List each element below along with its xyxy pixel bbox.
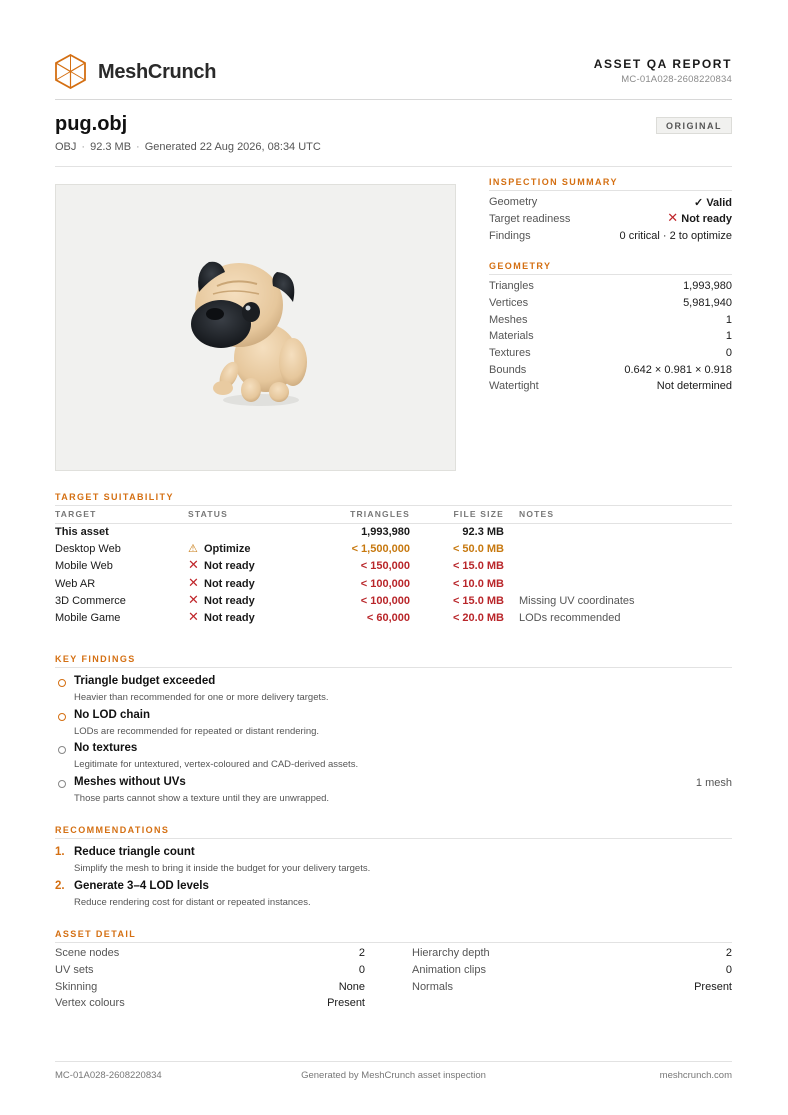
detail-row	[55, 978, 365, 995]
geometry-label: Vertices	[489, 297, 529, 310]
recommendations	[55, 825, 732, 912]
geometry-label: Triangles	[489, 280, 534, 293]
column-header: FILE SIZE	[410, 506, 504, 523]
detail-value: 0	[725, 964, 732, 977]
finding-title: Triangle budget exceeded	[74, 675, 216, 687]
recommendation-title: Generate 3–4 LOD levels	[74, 879, 209, 892]
target-suitability	[55, 492, 732, 627]
pug-model-image	[181, 250, 321, 415]
detail-value: Present	[694, 980, 732, 993]
geometry-label: Watertight	[489, 380, 539, 393]
detail-label: Scene nodes	[55, 947, 120, 960]
generated-date: Generated 22 Aug 2026, 08:34 UTC	[144, 141, 321, 153]
detail-label: Normals	[412, 980, 453, 993]
geometry-value: 1	[725, 313, 732, 326]
detail-value: 2	[725, 947, 732, 960]
report-title: ASSET QA REPORT	[593, 57, 732, 71]
target-cell: Web AR	[55, 577, 96, 590]
summary-value: Not ready	[681, 213, 732, 226]
file-size: 92.3 MB	[90, 141, 132, 153]
table-row	[55, 540, 732, 557]
column-header: TARGET	[55, 506, 188, 523]
size-cell: 92.3 MB	[462, 525, 504, 538]
triangles-cell: < 150,000	[360, 560, 410, 573]
triangles-cell: < 1,500,000	[351, 542, 410, 555]
detail-value: 2	[358, 947, 365, 960]
geometry-label: Textures	[489, 347, 531, 360]
notes-cell	[504, 558, 732, 575]
recommendation-number: 2.	[55, 879, 65, 892]
report-page	[55, 0, 732, 1115]
finding-item	[55, 674, 732, 708]
detail-heading: ASSET DETAIL	[55, 929, 732, 943]
detail-value: Present	[327, 997, 365, 1010]
file-name: pug.obj	[55, 113, 128, 135]
detail-label: UV sets	[55, 964, 94, 977]
check-icon: ✓	[694, 196, 704, 209]
detail-right-column	[412, 945, 732, 1012]
file-format: OBJ	[55, 141, 77, 153]
summary-label: Geometry	[489, 196, 538, 209]
inspection-summary	[489, 177, 732, 244]
size-cell: < 15.0 MB	[452, 560, 504, 573]
geometry-row	[489, 278, 732, 295]
detail-label: Animation clips	[412, 964, 486, 977]
summary-heading: INSPECTION SUMMARY	[489, 177, 732, 191]
detail-row	[412, 945, 732, 962]
finding-item	[55, 775, 732, 809]
table-row	[55, 592, 732, 609]
footer-website-link[interactable]: meshcrunch.com	[659, 1070, 732, 1081]
geometry-row	[489, 361, 732, 378]
table-row	[55, 523, 732, 540]
cross-icon: ✕	[667, 210, 679, 226]
column-header: TRIANGLES	[300, 506, 410, 523]
recommendation-title: Reduce triangle count	[74, 846, 195, 858]
target-cell: Desktop Web	[55, 542, 121, 555]
size-cell: < 10.0 MB	[452, 577, 504, 590]
cross-icon: ✕	[188, 591, 199, 607]
geometry-row	[489, 345, 732, 362]
recommendation-item	[55, 879, 732, 913]
status-cell: Optimize	[204, 543, 251, 556]
cube-logo-icon	[55, 54, 86, 89]
summary-row-readiness	[489, 211, 732, 228]
triangles-cell: < 100,000	[360, 577, 410, 590]
geometry-row	[489, 378, 732, 395]
detail-label: Hierarchy depth	[412, 947, 490, 960]
status-cell: Not ready	[204, 577, 255, 590]
targets-heading: TARGET SUITABILITY	[55, 492, 732, 506]
table-row	[55, 558, 732, 575]
key-findings	[55, 654, 732, 808]
summary-value: Valid	[706, 196, 732, 209]
geometry-value: 1,993,980	[683, 280, 732, 293]
status-cell: Not ready	[204, 594, 255, 607]
detail-label: Skinning	[55, 980, 98, 993]
target-cell: This asset	[55, 525, 109, 538]
notes-cell: LODs recommended	[519, 612, 621, 625]
geometry-row	[489, 311, 732, 328]
finding-bullet-icon	[58, 780, 66, 788]
finding-desc: Those parts cannot show a texture until they are unwrapped.	[74, 792, 330, 804]
geometry-label: Materials	[489, 330, 534, 343]
report-header	[55, 52, 732, 100]
triangles-cell: 1,993,980	[361, 525, 410, 538]
detail-row	[55, 962, 365, 979]
finding-count: 1 mesh	[695, 776, 732, 789]
footer-generated-by: Generated by MeshCrunch asset inspection	[301, 1070, 486, 1081]
target-cell: 3D Commerce	[55, 594, 126, 607]
finding-bullet-icon	[58, 746, 66, 754]
detail-row	[55, 995, 365, 1012]
summary-label: Target readiness	[489, 213, 571, 226]
geometry-heading: GEOMETRY	[489, 261, 732, 275]
detail-row	[412, 978, 732, 995]
geometry-section	[489, 261, 732, 395]
detail-row	[412, 962, 732, 979]
status-cell: Not ready	[204, 612, 255, 625]
detail-row	[55, 945, 365, 962]
brand-name: MeshCrunch	[98, 61, 217, 83]
triangles-cell: < 60,000	[366, 612, 410, 625]
geometry-row	[489, 328, 732, 345]
notes-cell: Missing UV coordinates	[519, 594, 635, 607]
column-header: NOTES	[504, 506, 732, 523]
original-badge: ORIGINAL	[656, 117, 732, 134]
recommendation-desc: Simplify the mesh to bring it inside the budget for your delivery targets.	[74, 863, 371, 874]
column-header: STATUS	[188, 506, 300, 523]
targets-table	[55, 506, 732, 627]
summary-value: 0 critical · 2 to optimize	[619, 229, 732, 242]
finding-item	[55, 741, 732, 775]
footer-divider	[55, 1061, 732, 1062]
geometry-value: 0.642 × 0.981 × 0.918	[624, 363, 732, 376]
finding-title: No textures	[74, 742, 138, 754]
geometry-label: Meshes	[489, 313, 528, 326]
file-meta: OBJ · 92.3 MB · Generated 22 Aug 2026, 08:34 UTC	[55, 141, 321, 153]
detail-left-column	[55, 945, 365, 1012]
table-row	[55, 575, 732, 592]
size-cell: < 20.0 MB	[452, 612, 504, 625]
finding-item	[55, 708, 732, 742]
geometry-row	[489, 295, 732, 312]
finding-bullet-icon	[58, 679, 66, 687]
geometry-value: Not determined	[656, 380, 732, 393]
detail-label: Vertex colours	[55, 997, 125, 1010]
recommendation-desc: Reduce rendering cost for distant or repeated instances.	[74, 896, 311, 908]
finding-desc: Heavier than recommended for one or more delivery targets.	[74, 692, 329, 703]
divider	[55, 166, 732, 167]
size-cell: < 15.0 MB	[452, 594, 504, 607]
report-id: MC-01A028-2608220834	[621, 74, 732, 85]
recommendation-number: 1.	[55, 846, 65, 858]
target-cell: Mobile Web	[55, 560, 113, 573]
geometry-value: 5,981,940	[683, 297, 732, 310]
size-cell: < 50.0 MB	[452, 542, 504, 555]
geometry-value: 1	[725, 330, 732, 343]
warning-icon: ⚠	[188, 543, 198, 556]
finding-desc: LODs are recommended for repeated or distant rendering.	[74, 725, 320, 737]
detail-value: 0	[358, 964, 365, 977]
summary-row-findings	[489, 227, 732, 244]
findings-heading: KEY FINDINGS	[55, 654, 732, 668]
recommendations-heading: RECOMMENDATIONS	[55, 825, 732, 839]
finding-title: No LOD chain	[74, 708, 151, 721]
model-preview	[55, 184, 456, 471]
notes-cell	[504, 575, 732, 592]
table-row	[55, 609, 732, 626]
target-cell: Mobile Game	[55, 612, 121, 625]
geometry-label: Bounds	[489, 363, 527, 376]
notes-cell	[504, 540, 732, 557]
cross-icon: ✕	[188, 609, 199, 625]
asset-detail	[55, 929, 732, 1012]
recommendation-item	[55, 845, 732, 879]
geometry-value: 0	[725, 347, 732, 360]
triangles-cell: < 100,000	[360, 594, 410, 607]
footer-report-id: MC-01A028-2608220834	[55, 1070, 162, 1081]
finding-desc: Legitimate for untextured, vertex-coloured and CAD-derived assets.	[74, 759, 359, 770]
detail-value: None	[338, 980, 365, 993]
status-cell: Not ready	[204, 560, 255, 573]
cross-icon: ✕	[188, 574, 199, 590]
cross-icon: ✕	[188, 557, 199, 573]
finding-bullet-icon	[58, 713, 66, 721]
finding-title: Meshes without UVs	[74, 775, 186, 788]
summary-label: Findings	[489, 229, 531, 242]
summary-row-geometry	[489, 194, 732, 211]
